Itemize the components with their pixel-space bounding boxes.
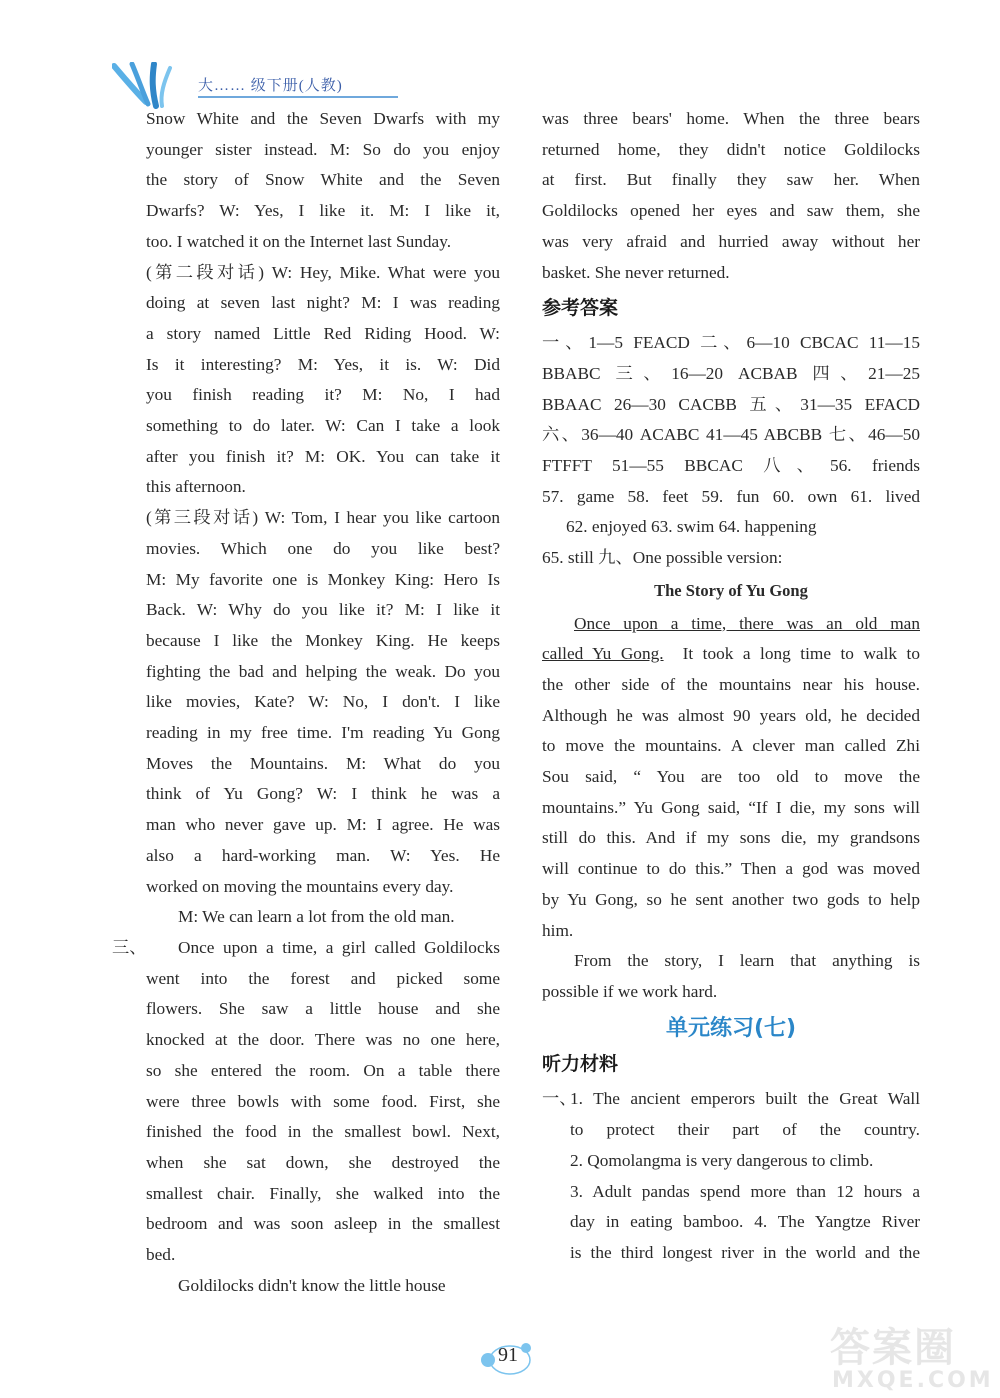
story-paragraph — [542, 609, 920, 947]
text-line: Goldilocks didn't know the little house — [178, 1275, 446, 1295]
left-paragraph-1 — [146, 104, 500, 258]
text-line: Moves the Mountains. M: What do you — [146, 753, 500, 773]
answer-line: BBAAC 26—30 CACBB 五、31—35 EFACD — [542, 394, 920, 414]
text-line: think of Yu Gong? W: I think he was a — [146, 784, 500, 804]
text-line: mountains.” Yu Gong said, “If I die, my sons will — [542, 797, 920, 817]
answer-line: 65. still 九、One possible version: — [542, 548, 783, 568]
text-line: man who never gave up. M: I agree. He was — [146, 815, 500, 835]
left-paragraph-6 — [146, 1271, 500, 1302]
story-title: The Story of Yu Gong — [654, 580, 808, 600]
left-paragraph-5 — [112, 933, 500, 1271]
text-line: M: We can learn a lot from the old man. — [178, 907, 455, 927]
story-text: It took a long time to walk to — [682, 644, 920, 664]
watermark-text-top: 答案圈 — [830, 1325, 956, 1371]
text-line: when she sat down, she destroyed the — [146, 1152, 500, 1172]
answer-line: 62. enjoyed 63. swim 64. happening — [566, 517, 817, 537]
underlined-text: Once upon a time, there was an old man — [574, 613, 920, 633]
text-line: movies. Which one do you like best? — [146, 538, 500, 558]
text-line: the story of Snow White and the Seven — [146, 170, 500, 190]
text-line: Goldilocks opened her eyes and saw them, she — [542, 201, 920, 221]
text-line: to protect their part of the country. — [570, 1120, 920, 1140]
text-line: Dwarfs? W: Yes, I like it. M: I like it, — [146, 201, 500, 221]
text-line: 2. Qomolangma is very dangerous to climb. — [570, 1150, 874, 1170]
text-line: this afternoon. — [146, 477, 246, 497]
left-paragraph-2 — [146, 258, 500, 504]
text-line: returned home, they didn't notice Goldilocks — [542, 139, 920, 159]
unit-title: 单元练习(七) — [665, 1015, 797, 1041]
page-number-text: 91 — [498, 1344, 518, 1366]
text-line: Back. W: Why do you like it? M: I like it — [146, 600, 500, 620]
left-paragraph-3 — [146, 503, 500, 902]
text-line: still do this. And if my sons die, my grandsons — [542, 828, 920, 848]
text-line: Once upon a time, a girl called Goldilocks — [178, 937, 500, 957]
text-line: 1. The ancient emperors built the Great Wall — [570, 1089, 920, 1109]
text-line: were three bowls with some food. First, she — [146, 1091, 500, 1111]
text-line: Although he was almost 90 years old, he decided — [542, 705, 920, 725]
answer-line: 57. game 58. feet 59. fun 60. own 61. lived — [542, 486, 920, 506]
text-line: basket. She never returned. — [542, 262, 730, 282]
left-paragraph-4 — [146, 902, 500, 933]
text-line: by Yu Gong, so he sent another two gods to help — [542, 889, 920, 909]
section-number: 一、 — [542, 1089, 577, 1109]
text-line: M: My favorite one is Monkey King: Hero Is — [146, 569, 500, 589]
text-line — [542, 609, 920, 640]
answer-key — [542, 328, 920, 574]
right-column — [542, 104, 920, 1269]
conclusion-paragraph — [542, 946, 920, 1007]
text-line: bed. — [146, 1245, 176, 1265]
right-paragraph-1 — [542, 104, 920, 288]
text-line: after you finish it? M: OK. You can take it — [146, 446, 500, 466]
text-line: finished the food in the smallest bowl. Next, — [146, 1122, 500, 1142]
text-line: possible if we work hard. — [542, 981, 718, 1001]
answers-heading: 参考答案 — [542, 297, 619, 320]
text-line: him. — [542, 920, 574, 940]
text-line: was three bears' home. When the three bears — [542, 109, 920, 128]
text-line: will continue to do this.” Then a god was moved — [542, 859, 920, 879]
text-line: too. I watched it on the Internet last Sunday. — [146, 231, 452, 251]
text-line: so she entered the room. On a table there — [146, 1060, 500, 1080]
listening-materials — [542, 1084, 920, 1268]
answer-line: FTFFT 51—55 BBCAC 八、56. friends — [542, 456, 920, 476]
text-line: you finish reading it? M: No, I had — [146, 385, 500, 405]
answer-line: 一、1—5 FEACD 二、6—10 CBCAC 11—15 — [542, 333, 920, 353]
text-line: at first. But finally they saw her. When — [542, 170, 920, 190]
text-line: bedroom and was soon asleep in the smallest — [146, 1214, 500, 1234]
text-line: reading in my free time. I'm reading Yu Gong — [146, 723, 500, 743]
header-rule — [198, 96, 398, 98]
watermark-text-bottom: MXQE.COM — [832, 1368, 994, 1393]
text-line: to move the mountains. A clever man called Zhi — [542, 736, 920, 756]
text-line: the other side of the mountains near his house. — [542, 674, 920, 694]
text-line: (第二段对话) W: Hey, Mike. What were you — [146, 262, 500, 282]
text-line: because I like the Monkey King. He keeps — [146, 630, 500, 650]
left-column — [112, 104, 500, 1301]
text-line: Is it interesting? M: Yes, it is. W: Did — [146, 354, 500, 374]
page-number — [478, 1338, 538, 1378]
text-line: something to do later. W: Can I take a look — [146, 416, 500, 436]
text-line: flowers. She saw a little house and she — [146, 999, 500, 1019]
text-line: Sou said, “ You are too old to move the — [542, 767, 920, 787]
text-line: fighting the bad and helping the weak. Do you — [146, 661, 500, 681]
text-line: Snow White and the Seven Dwarfs with my — [146, 109, 500, 128]
header-title: 大…… 级下册(人教) — [198, 78, 343, 94]
text-line: From the story, I learn that anything is — [574, 951, 920, 971]
text-line: (第三段对话) W: Tom, I hear you like cartoon — [146, 508, 500, 528]
text-line: was very afraid and hurried away without her — [542, 231, 920, 251]
section-number: 三、 — [112, 937, 147, 957]
text-line: knocked at the door. There was no one here, — [146, 1030, 500, 1050]
answer-line: 六、36—40 ACABC 41—45 ABCBB 七、46—50 — [542, 425, 920, 445]
watermark-logo — [820, 1316, 1000, 1398]
text-line: also a hard-working man. W: Yes. He — [146, 845, 500, 865]
answer-line: BBABC 三、16—20 ACBAB 四、21—25 — [542, 363, 920, 383]
text-line: doing at seven last night? M: I was reading — [146, 293, 500, 313]
brush-logo-icon — [112, 62, 192, 110]
text-line: like movies, Kate? W: No, I don't. I like — [146, 692, 500, 712]
text-line: 3. Adult pandas spend more than 12 hours a — [570, 1181, 920, 1201]
text-line: went into the forest and picked some — [146, 968, 500, 988]
text-line: is the third longest river in the world and the — [570, 1242, 920, 1262]
text-line: a story named Little Red Riding Hood. W: — [146, 323, 500, 343]
listening-heading: 听力材料 — [542, 1053, 619, 1076]
text-line: smallest chair. Finally, she walked into the — [146, 1183, 500, 1203]
underlined-text: called Yu Gong. — [542, 644, 664, 664]
text-line: day in eating bamboo. 4. The Yangtze River — [570, 1212, 920, 1232]
text-line — [542, 639, 920, 670]
text-line: worked on moving the mountains every day. — [146, 876, 454, 896]
text-line: younger sister instead. M: So do you enjoy — [146, 139, 500, 159]
